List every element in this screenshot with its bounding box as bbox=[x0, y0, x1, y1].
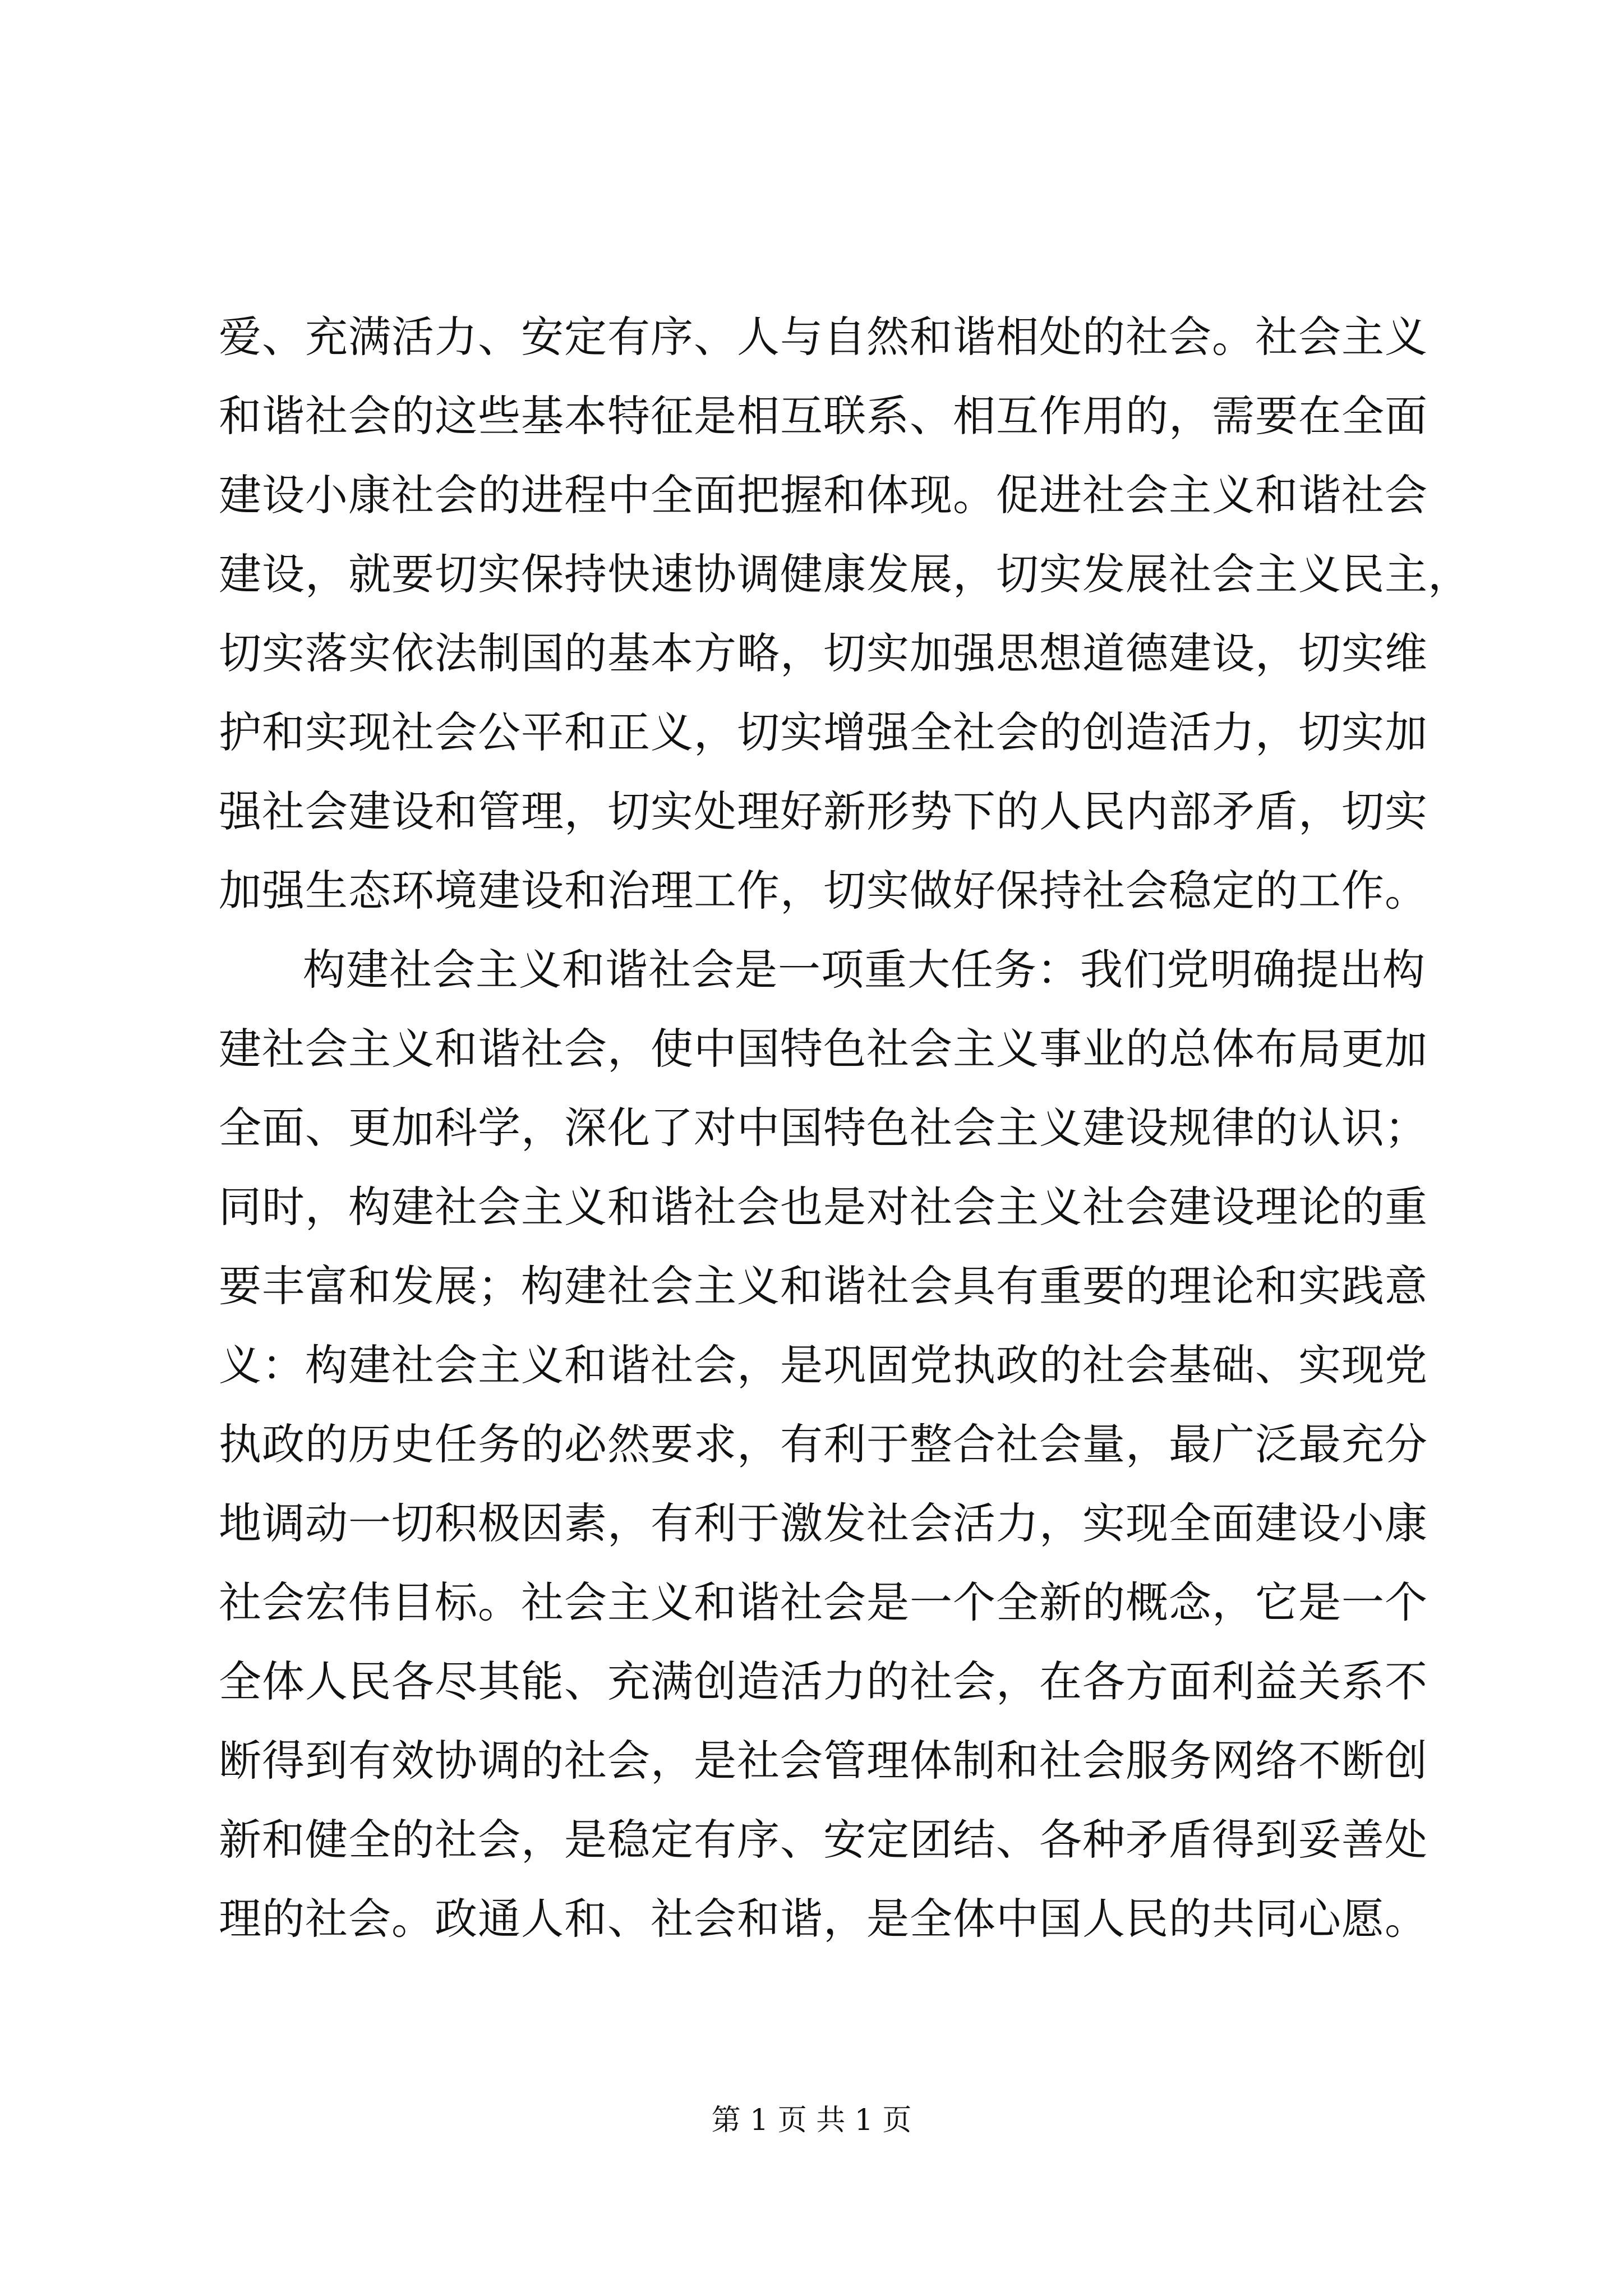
paragraph-2-line-1: 构建社会主义和谐社会是一项重大任务：我们党明确提出构 bbox=[303, 945, 1426, 995]
paragraph-2-line-8: 地调动一切积极因素，有利于激发社会活力，实现全面建设小康 bbox=[219, 1498, 1428, 1548]
paragraph-1-line-7: 强社会建设和管理，切实处理好新形势下的人民内部矛盾，切实 bbox=[219, 786, 1428, 836]
paragraph-2-line-5: 要丰富和发展；构建社会主义和谐社会具有重要的理论和实践意 bbox=[219, 1261, 1428, 1311]
paragraph-2-line-13: 理的社会。政通人和、社会和谐，是全体中国人民的共同心愿。 bbox=[219, 1894, 1428, 1944]
paragraph-2-line-6: 义：构建社会主义和谐社会，是巩固党执政的社会基础、实现党 bbox=[219, 1340, 1428, 1390]
paragraph-2-line-4: 同时，构建社会主义和谐社会也是对社会主义社会建设理论的重 bbox=[219, 1182, 1428, 1232]
paragraph-1-line-4: 建设，就要切实保持快速协调健康发展，切实发展社会主义民主， bbox=[219, 549, 1471, 599]
paragraph-1-line-2: 和谐社会的这些基本特征是相互联系、相互作用的，需要在全面 bbox=[219, 391, 1428, 441]
paragraph-2-line-3: 全面、更加科学，深化了对中国特色社会主义建设规律的认识； bbox=[219, 1103, 1428, 1153]
paragraph-1-line-1: 爱、充满活力、安定有序、人与自然和谐相处的社会。社会主义 bbox=[219, 312, 1428, 362]
paragraph-2-line-11: 断得到有效协调的社会，是社会管理体制和社会服务网络不断创 bbox=[219, 1736, 1428, 1786]
paragraph-1-line-5: 切实落实依法制国的基本方略，切实加强思想道德建设，切实维 bbox=[219, 628, 1428, 678]
paragraph-2-line-10: 全体人民各尽其能、充满创造活力的社会，在各方面利益关系不 bbox=[219, 1657, 1428, 1706]
paragraph-1-line-6: 护和实现社会公平和正义，切实增强全社会的创造活力，切实加 bbox=[219, 707, 1428, 757]
paragraph-1-line-8: 加强生态环境建设和治理工作，切实做好保持社会稳定的工作。 bbox=[219, 866, 1428, 915]
paragraph-2-line-7: 执政的历史任务的必然要求，有利于整合社会量，最广泛最充分 bbox=[219, 1419, 1428, 1469]
paragraph-1-line-3: 建设小康社会的进程中全面把握和体现。促进社会主义和谐社会 bbox=[219, 470, 1428, 520]
paragraph-2-line-12: 新和健全的社会，是稳定有序、安定团结、各种矛盾得到妥善处 bbox=[219, 1815, 1428, 1865]
paragraph-2-line-2: 建社会主义和谐社会，使中国特色社会主义事业的总体布局更加 bbox=[219, 1024, 1428, 1074]
page-number-footer: 第 1 页 共 1 页 bbox=[711, 2104, 912, 2137]
paragraph-2-line-9: 社会宏伟目标。社会主义和谐社会是一个全新的概念，它是一个 bbox=[219, 1577, 1428, 1627]
document-body bbox=[219, 297, 1471, 1958]
